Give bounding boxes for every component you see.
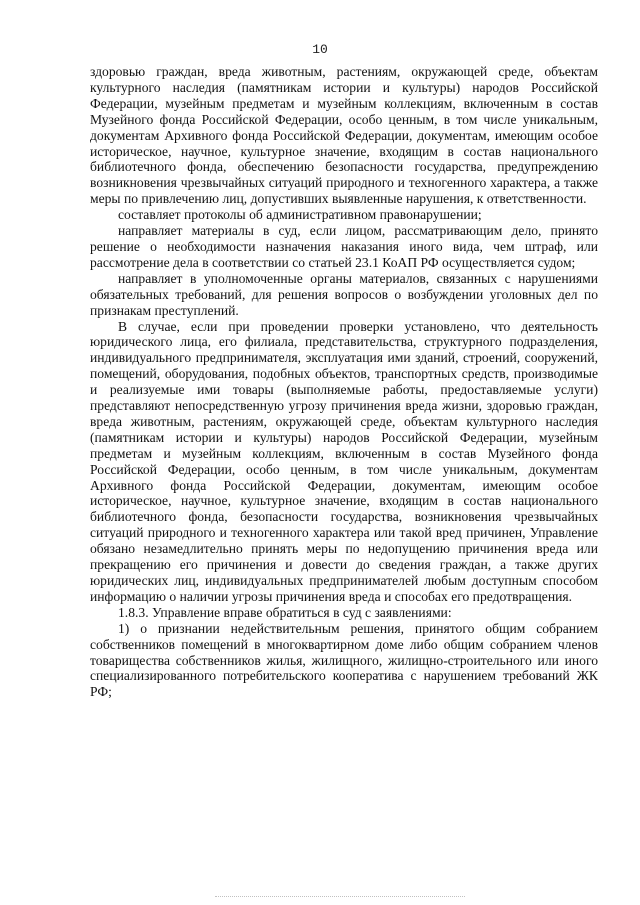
paragraph-court-materials: направляет материалы в суд, если лицом, рассматривающим дело, принято решение о необходимости назначения наказания иного вида, чем штраф, или рассмотрение дела в соответствии со статьей 23.1 КоАП РФ осуществляется судом;	[90, 223, 598, 270]
page-number: 10	[312, 42, 328, 57]
paragraph-authorized-bodies: направляет в уполномоченные органы материалов, связанных с нарушениями обязательных требований, для решения вопросов о возбуждении уголовных дел по признакам преступлений.	[90, 270, 598, 318]
scan-artifact-line	[215, 896, 465, 900]
paragraph-protocols: составляет протоколы об административном правонарушении;	[118, 207, 482, 223]
paragraph-threat-case: В случае, если при проведении проверки установлено, что деятельность юридического лица, его филиала, представительства, структурного подразделения, индивидуального предпринимателя, эксплуатация ими зданий, строений, сооружений, помещений, оборудования, подобных объектов, транспортных средств, производимые и реализуемые ими товары (выполняемые работы, предоставляемые услуги) представляют непосредственную угрозу причинения вреда жизни, здоровью граждан, вреда животным, растениям, окружающей среде, объектам культурного наследия (памятникам истории и культуры) народов Российской Федерации, музейным предметам и музейным коллекциям, включенным в состав Музейного фонда Российской Федерации, особо ценным, в том числе уникальным, документам Архивного фонда Российской Федерации, документам, имеющим особое историческое, научное, культурное значение, входящим в состав национального библиотечного фонда, безопасности государства, возникновения чрезвычайных ситуаций природного и техногенного характера или такой вред причинен, Управление обязано незамедлительно принять меры по недопущению причинения вреда или прекращению его причинения и довести до сведения граждан, а также других юридических лиц, индивидуальных предпринимателей любым доступным способом информацию о наличии угрозы причинения вреда и способах его предотвращения.	[90, 318, 598, 604]
list-item-1: 1) о признании недействительным решения, принятого общим собранием собственников помещений в многоквартирном доме либо общим собранием членов товарищества собственников жилья, жилищного, жилищно-строительного или иного специализированного потребительского кооператива с нарушением требований ЖК РФ;	[90, 620, 598, 700]
section-heading-1-8-3: 1.8.3. Управление вправе обратиться в суд с заявлениями:	[118, 604, 452, 620]
document-body	[90, 64, 598, 700]
paragraph-continuation: здоровью граждан, вреда животным, растениям, окружающей среде, объектам культурного наследия (памятникам истории и культуры) народов Российской Федерации, музейным предметам и музейным коллекциям, включенным в состав Музейного фонда Российской Федерации, особо ценным, в том числе уникальным, документам Архивного фонда Российской Федерации, документам, имеющим особое историческое, научное, культурное значение, входящим в состав национального библиотечного фонда, обеспечению безопасности государства, предупреждению возникновения чрезвычайных ситуаций природного и техногенного характера, а также меры по привлечению лиц, допустивших выявленные нарушения, к ответственности.	[90, 64, 598, 207]
